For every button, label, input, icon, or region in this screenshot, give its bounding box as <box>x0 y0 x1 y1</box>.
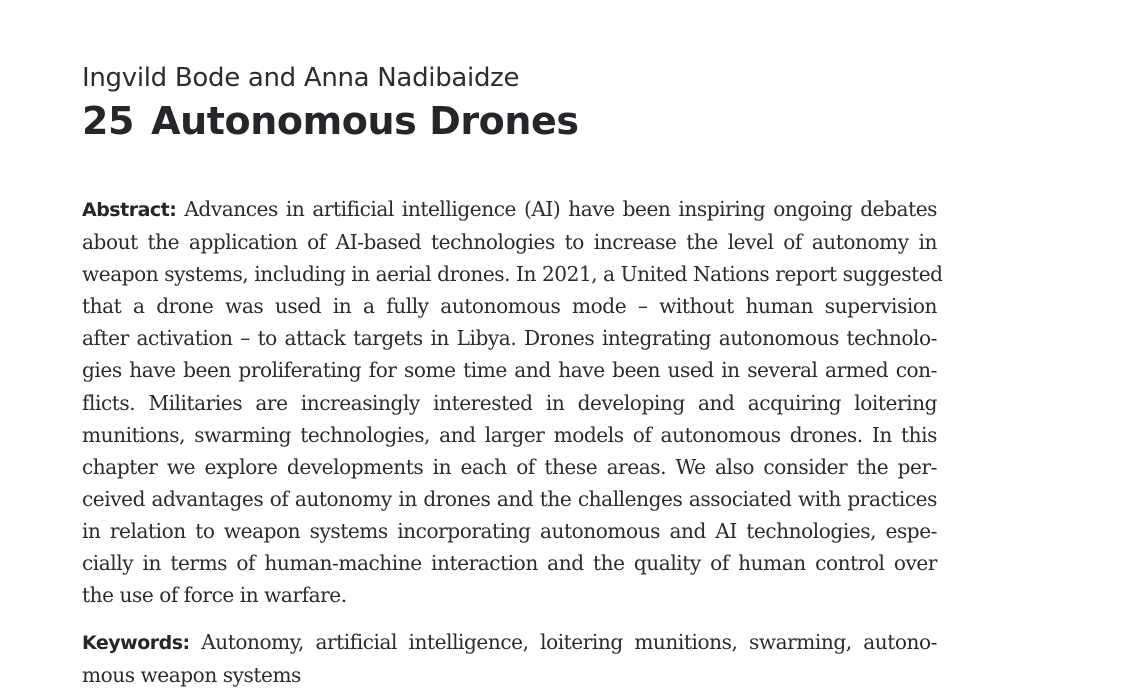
chapter-title: Autonomous Drones <box>151 99 579 143</box>
chapter-number: 25 <box>82 99 135 143</box>
abstract-line: weapon systems, including in aerial drones. In 2021, a United Nations report suggested <box>82 262 943 287</box>
abstract-line: ceived advantages of autonomy in drones and the challenges associated with practices <box>82 486 937 511</box>
chapter-heading <box>82 96 937 146</box>
keywords-line <box>82 626 937 659</box>
chapter-authors: Ingvild Bode and Anna Nadibaidze <box>82 63 520 93</box>
keywords <box>82 626 937 691</box>
abstract <box>82 193 943 611</box>
abstract-line: chapter we explore developments in each of these areas. We also consider the per- <box>82 454 937 479</box>
keywords-line: mous weapon systems <box>82 663 301 688</box>
abstract-line: in relation to weapon systems incorporating autonomous and AI technologies, espe- <box>82 518 937 543</box>
abstract-line: flicts. Militaries are increasingly interested in developing and acquiring loitering <box>82 390 937 415</box>
abstract-line: gies have been proliferating for some time and have been used in several armed con- <box>82 358 937 383</box>
chapter-opening <box>82 60 943 691</box>
abstract-line <box>82 193 937 226</box>
abstract-line: munitions, swarming technologies, and larger models of autonomous drones. In this <box>82 422 937 447</box>
abstract-line: cially in terms of human-machine interaction and the quality of human control over <box>82 551 937 576</box>
keywords-line-text: Autonomy, artificial intelligence, loitering munitions, swarming, autono- <box>201 630 937 655</box>
abstract-line: the use of force in warfare. <box>82 583 347 608</box>
abstract-line: that a drone was used in a fully autonomous mode – without human supervision <box>82 294 937 319</box>
abstract-line: after activation – to attack targets in Libya. Drones integrating autonomous technolo- <box>82 326 937 351</box>
abstract-line-text: Advances in artificial intelligence (AI) have been inspiring ongoing debates <box>184 197 937 221</box>
keywords-label: Keywords: <box>82 632 190 655</box>
abstract-line: about the application of AI-based technologies to increase the level of autonomy in <box>82 230 937 255</box>
abstract-label: Abstract: <box>82 199 177 221</box>
